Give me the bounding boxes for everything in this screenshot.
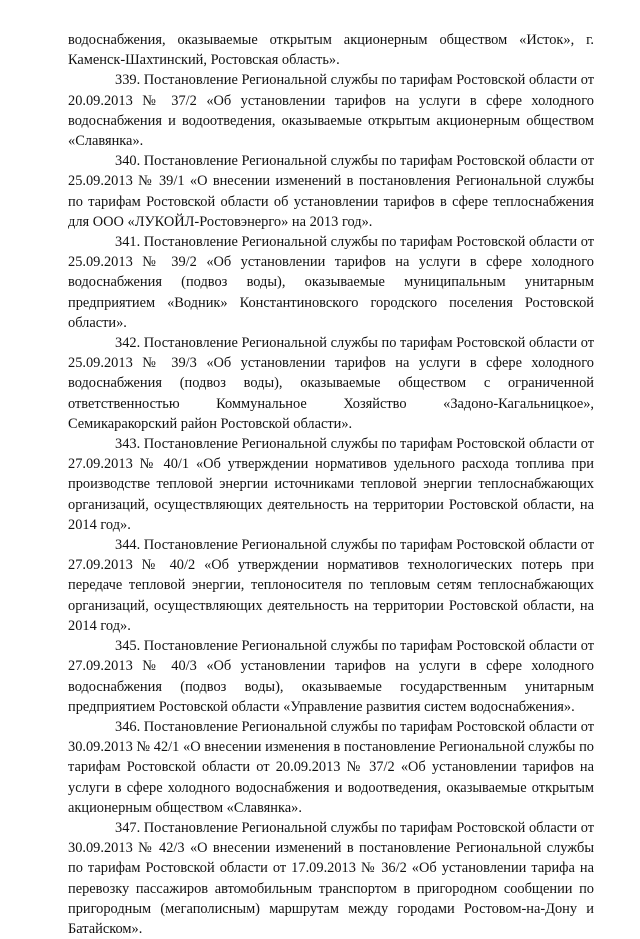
paragraph-item-340: 340. Постановление Региональной службы по тарифам Ростовской области от 25.09.2013 № 39/1 «О внесении изменений в постановления Региональной службы по тарифам Ростовской области об установлении тарифов в сфере теплоснабжения для ООО «ЛУКОЙЛ-Ростовэнерго» на 2013 год». [68, 153, 594, 230]
paragraph-item-347: 347. Постановление Региональной службы по тарифам Ростовской области от 30.09.2013 № 42/3 «О внесении изменений в постановление Региональной службы по тарифам Ростовской области от 17.09.2013 № 36/2 «Об установлении тарифа на перевозку пассажиров автомобильным транспортом в пригородном сообщении по пригородным (мегаполисным) маршрутам между городами Ростовом-на-Дону и Батайском». [68, 819, 594, 937]
paragraph-item-339: 339. Постановление Региональной службы по тарифам Ростовской области от 20.09.2013 № 37/2 «Об установлении тарифов на услуги в сфере холодного водоснабжения и водоотведения, оказываемые открытым акционерным обществом «Славянка». [68, 72, 594, 150]
paragraph-item-344: 344. Постановление Региональной службы по тарифам Ростовской области от 27.09.2013 № 40/2 «Об утверждении нормативов технологических потерь при передаче тепловой энергии, теплоносителя по тепловым сетям теплоснабжающих организаций, осуществляющих деятельность на территории Ростовской области, на 2014 год». [68, 537, 594, 634]
paragraph-item-343: 343. Постановление Региональной службы по тарифам Ростовской области от 27.09.2013 № 40/1 «Об утверждении нормативов удельного расхода топлива при производстве тепловой энергии источниками тепловой энергии теплоснабжающих организаций, осуществляющих деятельность на территории Ростовской области, на 2014 год». [68, 436, 594, 533]
paragraph-item-346: 346. Постановление Региональной службы по тарифам Ростовской области от 30.09.2013 № 42/1 «О внесении изменения в постановление Региональной службы по тарифам Ростовской области от 20.09.2013 № 37/2 «Об установлении тарифов на услуги в сфере холодного водоснабжения и водоотведения, оказываемые открытым акционерным обществом «Славянка». [68, 718, 594, 816]
paragraph-item-342: 342. Постановление Региональной службы по тарифам Ростовской области от 25.09.2013 № 39/3 «Об установлении тарифов на услуги в сфере холодного водоснабжения (подвоз воды), оказываемые обществом с ограниченной ответственностью Коммунальное Хозяйство «Задоно-Кагальницкое», Семикаракорский район Ростовской области». [68, 335, 594, 432]
paragraph-item-345: 345. Постановление Региональной службы по тарифам Ростовской области от 27.09.2013 № 40/3 «Об установлении тарифов на услуги в сфере холодного водоснабжения (подвоз воды), оказываемые государственным унитарным предприятием Ростовской области «Управление развития систем водоснабжения». [68, 638, 594, 715]
document-page [68, 30, 594, 939]
paragraph-continuation: водоснабжения, оказываемые открытым акционерным обществом «Исток», г. Каменск-Шахтинский, Ростовская область». [68, 32, 594, 69]
paragraph-item-341: 341. Постановление Региональной службы по тарифам Ростовской области от 25.09.2013 № 39/2 «Об установлении тарифов на услуги в сфере холодного водоснабжения (подвоз воды), оказываемые муниципальным унитарным предприятием «Водник» Константиновского городского поселения Ростовской области». [68, 234, 594, 331]
